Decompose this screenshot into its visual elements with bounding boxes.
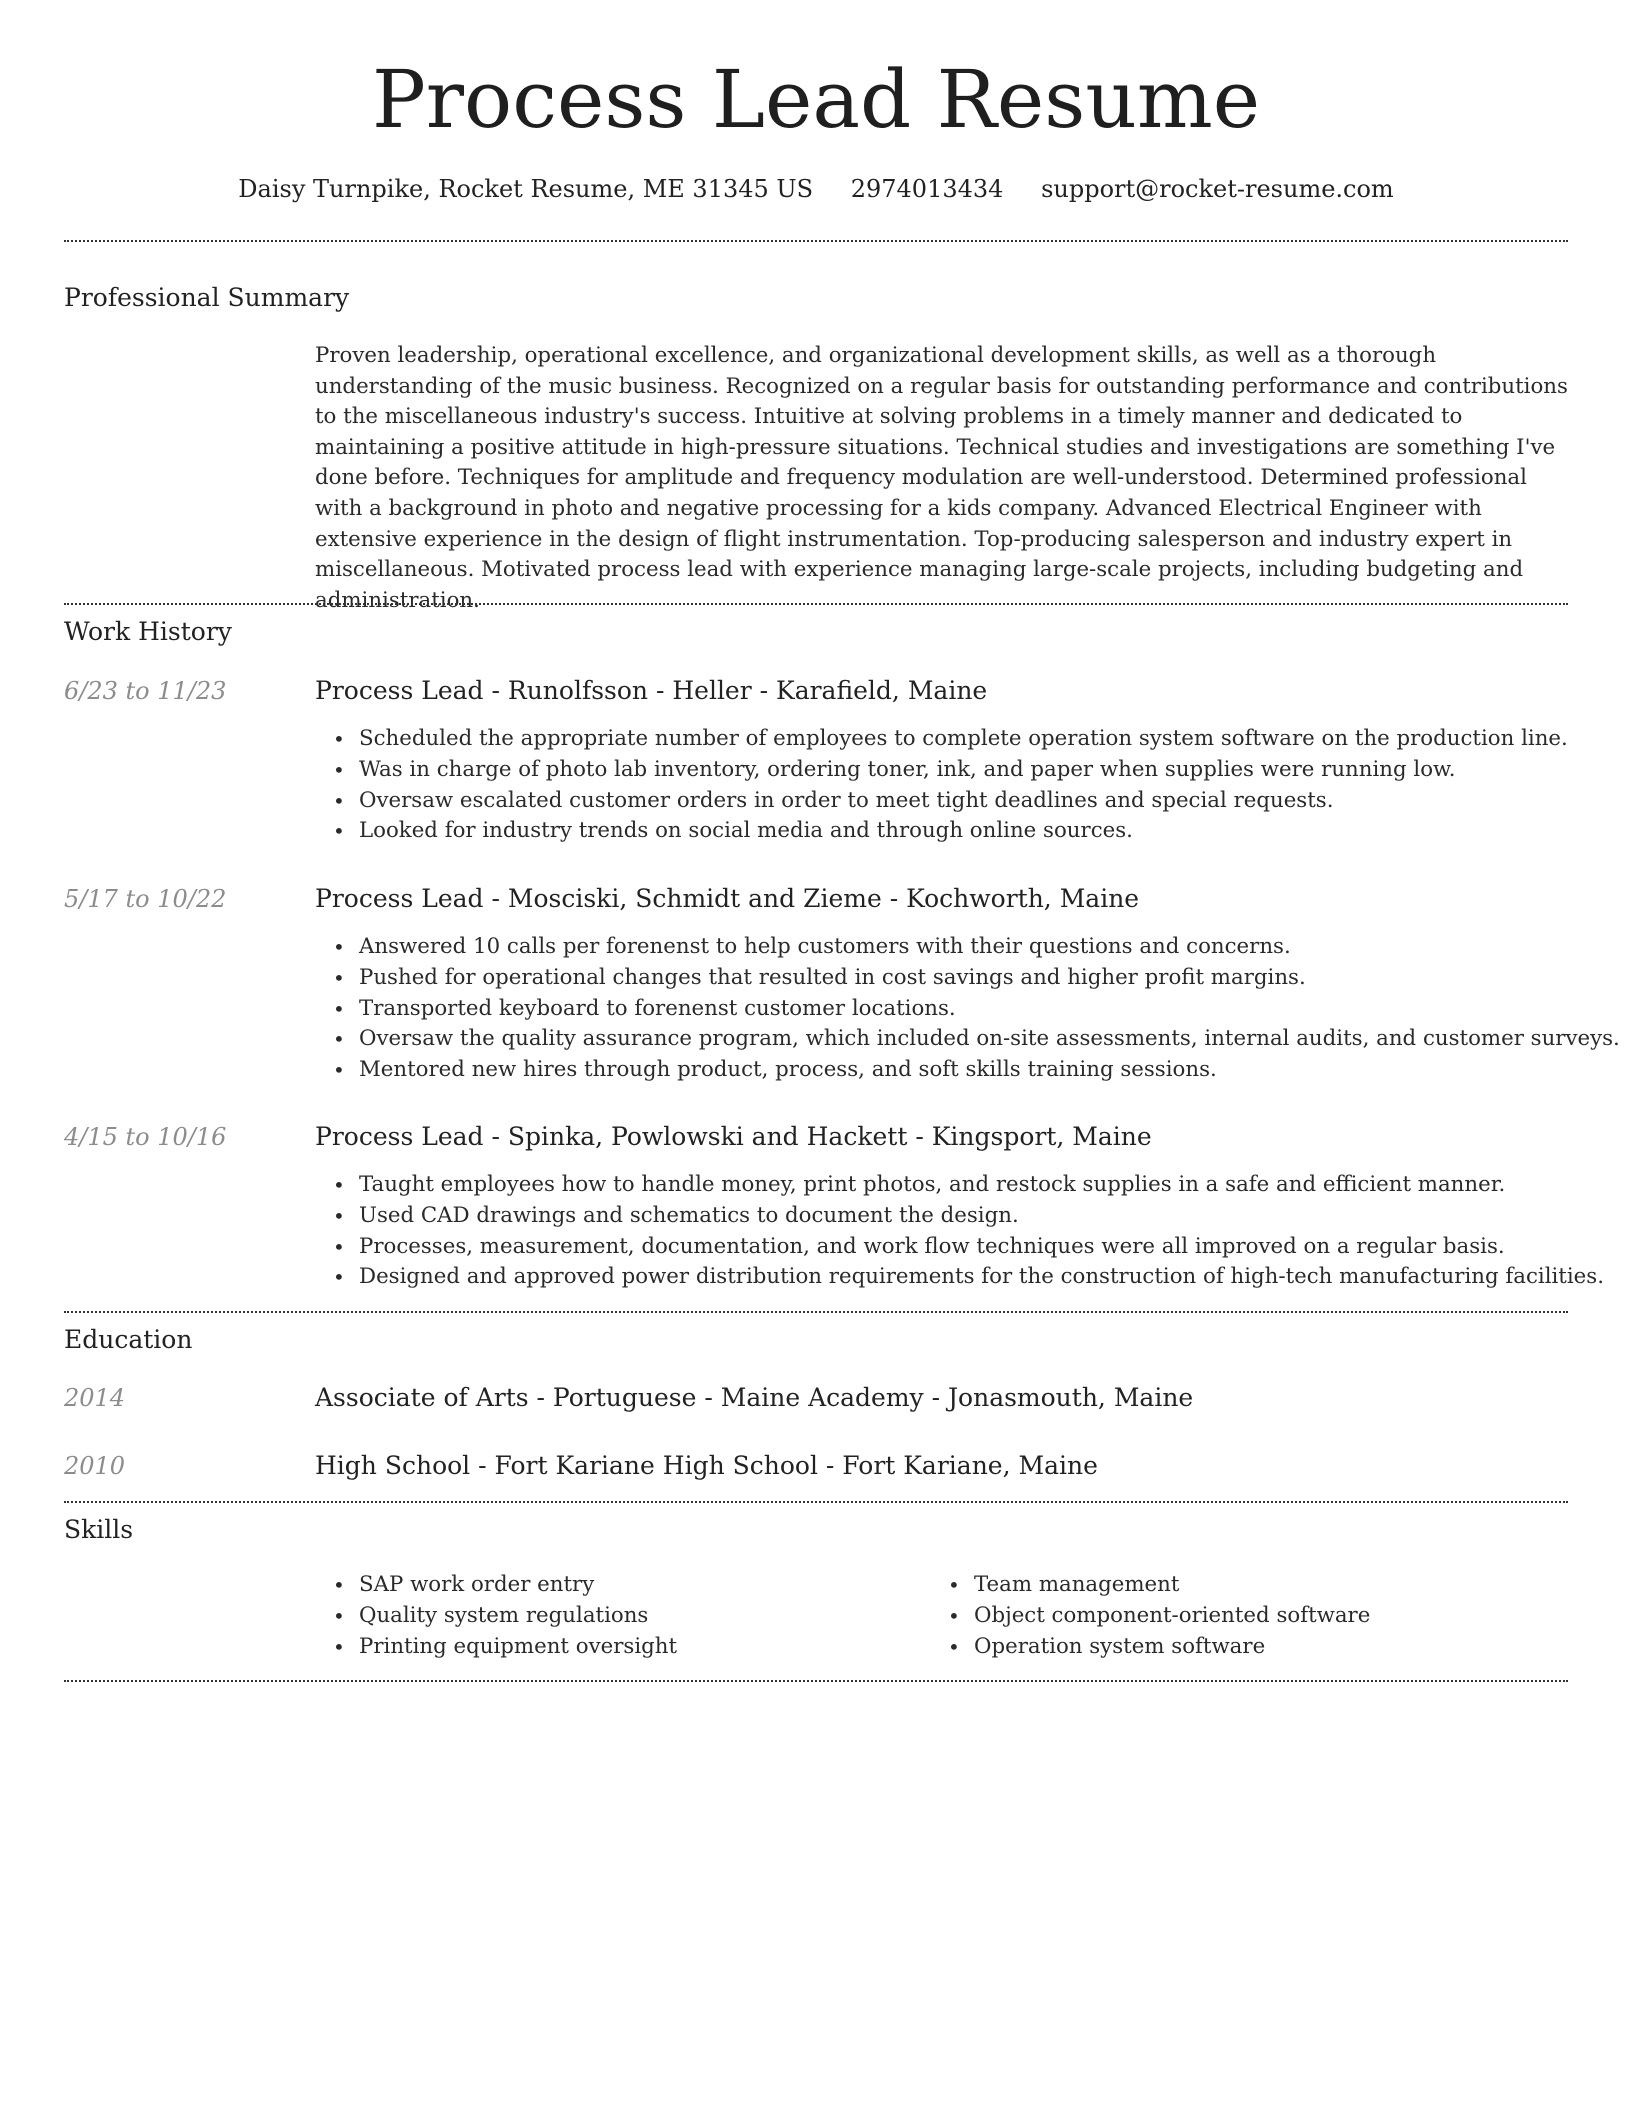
- contact-line: [64, 170, 1568, 208]
- section-heading-education: Education: [64, 1325, 193, 1354]
- contact-address: Daisy Turnpike, Rocket Resume, ME 31345 US: [238, 175, 814, 203]
- divider: [64, 603, 1568, 605]
- list-item: • Oversaw escalated customer orders in order to meet tight deadlines and special requests.: [315, 786, 1568, 817]
- list-item: • Quality system regulations: [315, 1601, 677, 1632]
- job-dates: 4/15 to 10/16: [64, 1123, 227, 1151]
- divider: [64, 1680, 1568, 1682]
- list-item: • Designed and approved power distribution requirements for the construction of high-tech manufacturing facilities.: [315, 1262, 1604, 1293]
- skills-list-left: [315, 1570, 677, 1662]
- job-dates: 5/17 to 10/22: [64, 885, 227, 913]
- list-item: • Taught employees how to handle money, print photos, and restock supplies in a safe and efficient manner.: [315, 1170, 1604, 1201]
- job-bullets: [315, 1170, 1604, 1293]
- education-title: High School - Fort Kariane High School - Fort Kariane, Maine: [315, 1451, 1098, 1480]
- contact-phone: 2974013434: [850, 175, 1004, 203]
- job-bullets: [315, 724, 1568, 847]
- education-year: 2010: [64, 1452, 126, 1480]
- section-heading-skills: Skills: [64, 1515, 134, 1544]
- contact-email: support@rocket-resume.com: [1041, 175, 1394, 203]
- list-item: • Was in charge of photo lab inventory, ordering toner, ink, and paper when supplies were running low.: [315, 755, 1568, 786]
- list-item: • Oversaw the quality assurance program, which included on-site assessments, internal audits, and customer surveys.: [315, 1024, 1620, 1055]
- page-title: Process Lead Resume: [371, 53, 1261, 146]
- list-item: • Team management: [930, 1570, 1370, 1601]
- job-dates: 6/23 to 11/23: [64, 677, 227, 705]
- list-item: • Pushed for operational changes that resulted in cost savings and higher profit margins.: [315, 963, 1620, 994]
- divider: [64, 1311, 1568, 1313]
- summary-text: Proven leadership, operational excellence, and organizational development skills, as well as a thorough understanding of the music business. Recognized on a regular basis for outstanding performance and contributions to the miscellaneous industry's success. Intuitive at solving problems in a timely manner and dedicated to maintaining a positive attitude in high-pressure situations. Technical studies and investigations are something I've done before. Techniques for amplitude and frequency modulation are well-understood. Determined professional with a background in photo and negative processing for a kids company. Advanced Electrical Engineer with extensive experience in the design of flight instrumentation. Top-producing salesperson and industry expert in miscellaneous. Motivated process lead with experience managing large-scale projects, including budgeting and administration.: [315, 343, 1568, 613]
- education-year: 2014: [64, 1384, 126, 1412]
- list-item: • Mentored new hires through product, process, and soft skills training sessions.: [315, 1055, 1620, 1086]
- list-item: • Used CAD drawings and schematics to document the design.: [315, 1201, 1604, 1232]
- list-item: • Operation system software: [930, 1632, 1370, 1663]
- job-title: Process Lead - Runolfsson - Heller - Karafield, Maine: [315, 676, 988, 705]
- section-heading-work-history: Work History: [64, 617, 232, 646]
- list-item: • Processes, measurement, documentation, and work flow techniques were all improved on a regular basis.: [315, 1232, 1604, 1263]
- list-item: • Transported keyboard to forenenst customer locations.: [315, 994, 1620, 1025]
- education-title: Associate of Arts - Portuguese - Maine Academy - Jonasmouth, Maine: [315, 1383, 1194, 1412]
- job-bullets: [315, 932, 1620, 1086]
- skills-list-right: [930, 1570, 1370, 1662]
- list-item: • SAP work order entry: [315, 1570, 677, 1601]
- list-item: • Scheduled the appropriate number of employees to complete operation system software on the production line.: [315, 724, 1568, 755]
- list-item: • Printing equipment oversight: [315, 1632, 677, 1663]
- divider: [64, 1501, 1568, 1503]
- list-item: • Looked for industry trends on social media and through online sources.: [315, 816, 1568, 847]
- list-item: • Answered 10 calls per forenenst to help customers with their questions and concerns.: [315, 932, 1620, 963]
- divider: [64, 240, 1568, 242]
- list-item: • Object component-oriented software: [930, 1601, 1370, 1632]
- job-title: Process Lead - Spinka, Powlowski and Hackett - Kingsport, Maine: [315, 1122, 1152, 1151]
- section-heading-summary: Professional Summary: [64, 283, 350, 312]
- job-title: Process Lead - Mosciski, Schmidt and Zieme - Kochworth, Maine: [315, 884, 1140, 913]
